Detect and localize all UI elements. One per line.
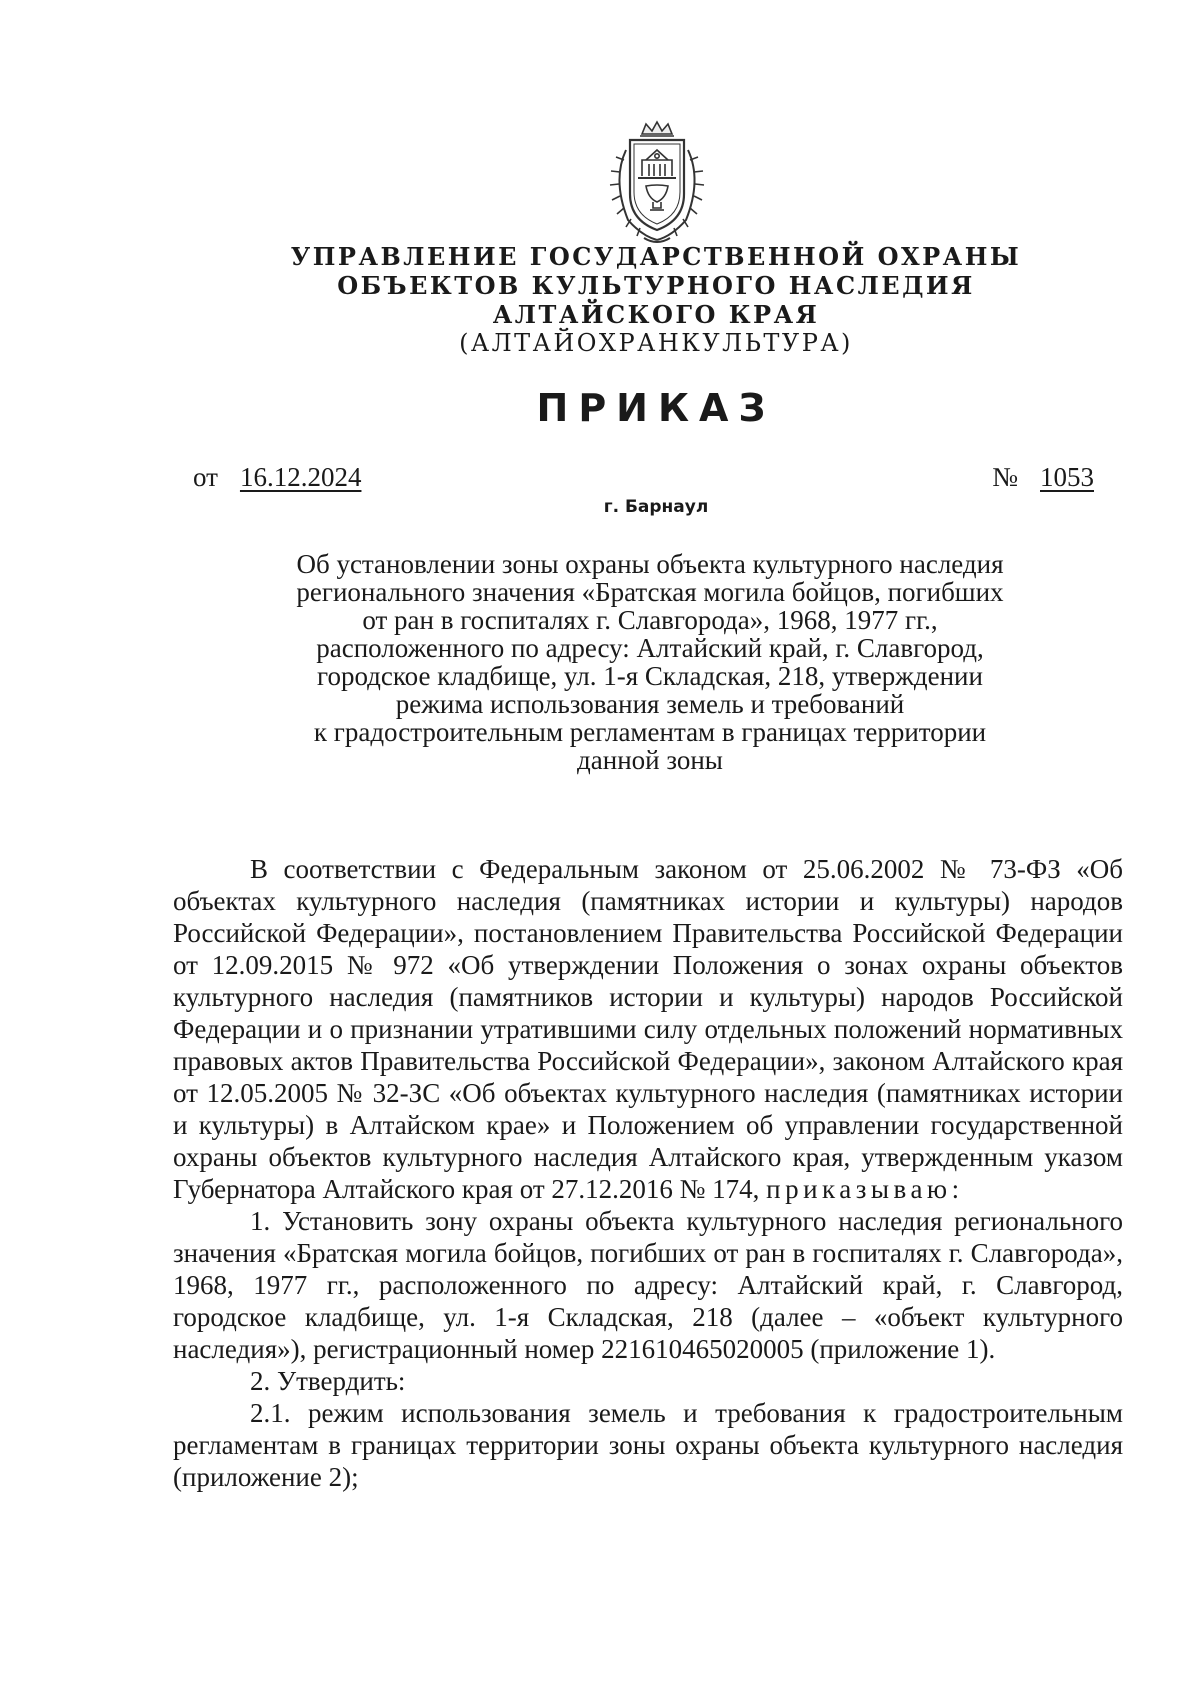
title-line: данной зоны: [577, 745, 723, 775]
date-value: 16.12.2024: [239, 462, 362, 492]
title-line: расположенного по адресу: Алтайский край, г. Славгород,: [316, 633, 984, 663]
city-of-issue: г. Барнаул: [603, 497, 709, 517]
document-title: [250, 550, 1050, 774]
title-line: Об установлении зоны охраны объекта культурного наследия: [296, 549, 1004, 579]
authority-line-3: АЛТАЙСКОГО КРАЯ: [492, 300, 820, 329]
title-line: регионального значения «Братская могила бойцов, погибших: [296, 577, 1004, 607]
authority-line-1: УПРАВЛЕНИЕ ГОСУДАРСТВЕННОЙ ОХРАНЫ: [290, 242, 1022, 271]
document-date: [193, 462, 361, 493]
document-type-heading: ПРИКАЗ: [536, 386, 776, 430]
title-line: городское кладбище, ул. 1-я Складская, 218, утверждении: [317, 661, 983, 691]
number-value: 1053: [1040, 462, 1094, 492]
issuing-authority: [0, 242, 1200, 358]
preamble-paragraph: [173, 853, 1123, 1205]
item-2-1-paragraph: 2.1. режим использования земель и требования к градостроительным регламентам в границах территории зоны охраны объекта культурного наследия (приложение 2);: [173, 1398, 1123, 1492]
authority-line-2: ОБЪЕКТОВ КУЛЬТУРНОГО НАСЛЕДИЯ: [337, 271, 975, 300]
date-prefix: от: [193, 462, 218, 492]
number-prefix: №: [992, 462, 1018, 492]
item-1-paragraph: 1. Установить зону охраны объекта культурного наследия регионального значения «Братская могила бойцов, погибших от ран в госпиталях г. Славгорода», 1968, 1977 гг., расположенного по адресу: Алтайский край, г. Славгород, городское кладбище, ул. 1-я Складская, 218 (далее – «объект культурного наследия»), регистрационный номер 221610465020005 (приложение 1).: [173, 1206, 1123, 1364]
document-body: [173, 853, 1123, 1493]
authority-short-name: (АЛТАЙОХРАНКУЛЬТУРА): [459, 329, 853, 357]
title-line: режима использования земель и требований: [395, 689, 905, 719]
coat-of-arms-emblem: [598, 120, 716, 250]
title-line: от ран в госпиталях г. Славгорода», 1968, 1977 гг.,: [362, 605, 938, 635]
document-number: [992, 462, 1094, 493]
item-2-paragraph: 2. Утвердить:: [250, 1366, 406, 1396]
title-line: к градостроительным регламентам в границах территории: [313, 717, 987, 747]
preamble-text: В соответствии с Федеральным законом от 25.06.2002 № 73-ФЗ «Об объектах культурного наследия (памятниках истории и культуры) народов Российской Федерации», постановлением Правительства Российской Федерации от 12.09.2015 № 972 «Об утверждении Положения о зонах охраны объектов культурного наследия (памятников истории и культуры) народов Российской Федерации и о признании утратившими силу отдельных положений нормативных правовых актов Правительства Российской Федерации», законом Алтайского края от 12.05.2005 № 32-ЗС «Об объектах культурного наследия (памятниках истории и культуры) в Алтайском крае» и Положением об управлении государственной охраны объектов культурного наследия Алтайского края, утвержденным указом Губернатора Алтайского края от 27.12.2016 № 174,: [173, 854, 1123, 1204]
order-word: приказываю:: [766, 1174, 964, 1204]
